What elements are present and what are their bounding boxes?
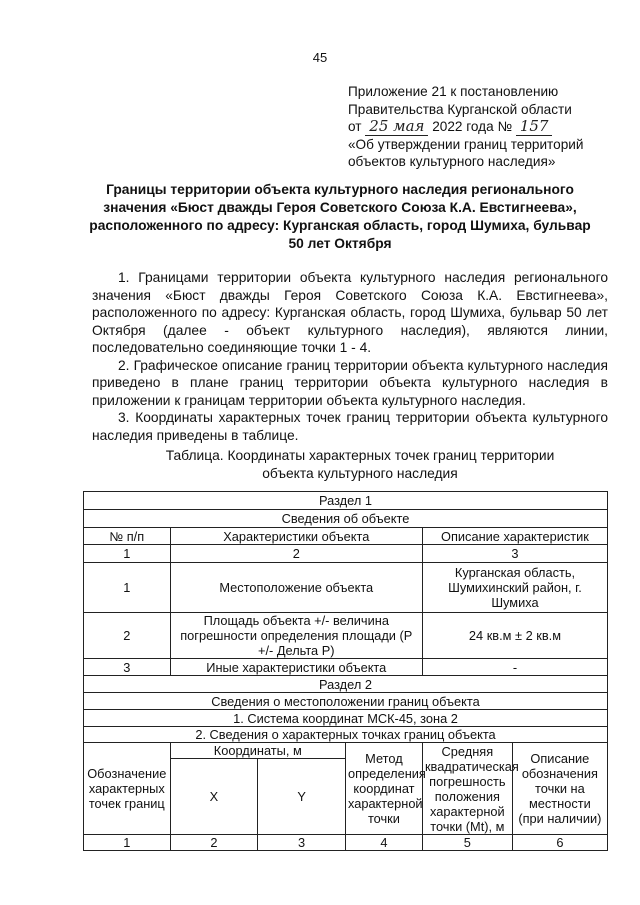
row-description: Курганская область, Шумихинский район, г. Шумиха xyxy=(422,563,607,613)
table-row xyxy=(84,563,608,613)
header-error: Средняя квадратическая погрешность положения характерной точки (Мt), м xyxy=(422,743,512,835)
header-num: № п/п xyxy=(84,528,171,545)
points-index-cell: 2 xyxy=(170,835,258,851)
page-number: 45 xyxy=(312,50,328,65)
points-index-cell: 1 xyxy=(84,835,171,851)
handwritten-number: 157 xyxy=(516,117,553,136)
header-characteristics: Характеристики объекта xyxy=(170,528,422,545)
coordinate-system: 1. Система координат МСК-45, зона 2 xyxy=(84,710,608,727)
table-row xyxy=(84,659,608,676)
appendix-line-1: Приложение 21 к постановлению xyxy=(348,84,559,99)
section-2-subheading: Сведения о местоположении границ объекта xyxy=(84,693,608,710)
header-method: Метод определения координат характерной точки xyxy=(345,743,422,835)
table-caption xyxy=(150,447,570,482)
appendix-line-4: «Об утверждении границ территорий xyxy=(348,136,584,152)
index-cell: 1 xyxy=(84,545,171,563)
date-year: 2022 года xyxy=(432,119,494,134)
handwritten-date: 25 мая xyxy=(365,117,428,136)
header-point-description: Описание обозначения точки на местности (при наличии) xyxy=(512,743,607,835)
row-description: 24 кв.м ± 2 кв.м xyxy=(422,613,607,659)
row-description: - xyxy=(422,659,607,676)
table-row xyxy=(84,613,608,659)
row-num: 2 xyxy=(84,613,171,659)
table-caption-line-1: Таблица. Координаты характерных точек границ территории xyxy=(165,448,555,463)
header-description: Описание характеристик xyxy=(422,528,607,545)
coordinates-table xyxy=(83,491,608,851)
appendix-header xyxy=(348,83,610,171)
section-2-heading: Раздел 2 xyxy=(84,676,608,693)
date-prefix: от xyxy=(348,119,362,134)
row-characteristic: Местоположение объекта xyxy=(170,563,422,613)
row-characteristic: Иные характеристики объекта xyxy=(170,659,422,676)
points-index-cell: 4 xyxy=(345,835,422,851)
points-title: 2. Сведения о характерных точках границ объекта xyxy=(84,727,608,743)
appendix-line-5: объектов культурного наследия» xyxy=(348,154,556,169)
row-num: 3 xyxy=(84,659,171,676)
document-title: Границы территории объекта культурного наследия регионального значения «Бюст дважды Героя Советского Союза К.А. Евстигнеева», расположенного по адресу: Курганская область, город Шумиха, бульвар 50 лет Октября xyxy=(89,182,591,251)
points-index-cell: 6 xyxy=(512,835,607,851)
number-sign: № xyxy=(497,119,513,134)
index-cell: 3 xyxy=(422,545,607,563)
appendix-date-line xyxy=(348,118,610,136)
points-index-cell: 5 xyxy=(422,835,512,851)
body-text xyxy=(92,269,608,444)
section-1-subheading: Сведения об объекте xyxy=(84,510,608,528)
header-designation: Обозначение характерных точек границ xyxy=(84,743,171,835)
row-num: 1 xyxy=(84,563,171,613)
paragraph-1: 1. Границами территории объекта культурного наследия регионального значения «Бюст дважды Героя Советского Союза К.А. Евстигнеева», расположенного по адресу: Курганская область, город Шумиха, бульвар 50 лет Октября (далее - объект культурного наследия), являются линии, последовательно соединяющие точки 1 - 4. xyxy=(92,270,608,355)
header-y: Y xyxy=(258,759,346,835)
paragraph-2: 2. Графическое описание границ территории объекта культурного наследия приведено в плане границ территории объекта культурного наследия в приложении к границам территории объекта культурного наследия. xyxy=(92,357,608,408)
paragraph-3: 3. Координаты характерных точек границ территории объекта культурного наследия приведены в таблице. xyxy=(92,410,608,443)
section-1-heading: Раздел 1 xyxy=(84,492,608,510)
header-coordinates: Координаты, м xyxy=(170,743,345,759)
row-characteristic: Площадь объекта +/- величина погрешности определения площади (Р +/- Дельта Р) xyxy=(170,613,422,659)
index-cell: 2 xyxy=(170,545,422,563)
appendix-line-2: Правительства Курганской области xyxy=(348,101,572,117)
header-x: X xyxy=(170,759,258,835)
points-index-cell: 3 xyxy=(258,835,346,851)
table-caption-line-2: объекта культурного наследия xyxy=(262,465,458,481)
